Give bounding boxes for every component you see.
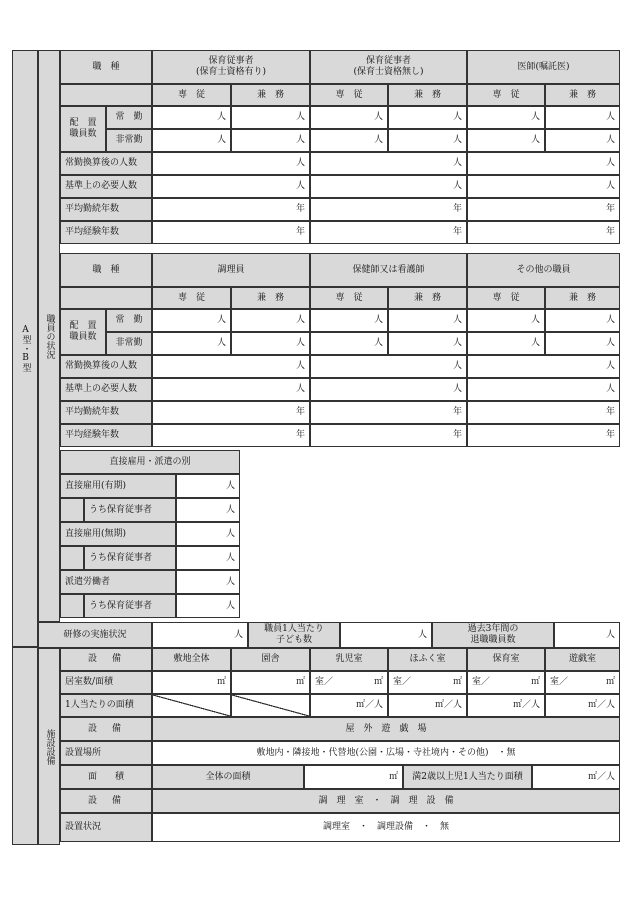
value-input[interactable] — [310, 424, 467, 447]
senju-header-text: 専 従 — [492, 292, 520, 303]
value-input-text: 人 — [605, 361, 615, 371]
senju-header — [152, 287, 231, 309]
value-input[interactable] — [310, 198, 467, 221]
senju-header — [310, 287, 388, 309]
setsubi-label — [60, 789, 152, 813]
per-child-label-text: 職員1人当たり 子ども数 — [264, 624, 324, 645]
total-area-label — [152, 765, 304, 789]
area-unit: ㎡ — [452, 677, 462, 687]
senju-header-text: 専 従 — [177, 292, 205, 303]
kenmu-header — [545, 287, 620, 309]
kenmu-header — [545, 84, 620, 106]
side-label-staff-status-text: 職員の状況 — [44, 313, 55, 359]
value-input-text: 人 — [452, 158, 462, 168]
area-unit: ㎡ — [295, 677, 305, 687]
employment-count-input[interactable] — [176, 522, 240, 546]
sub-label-text: うち保育従事者 — [89, 552, 153, 563]
job-type-col-text: その他の職員 — [516, 264, 571, 275]
kinzoku-label-text: 平均勤続年数 — [65, 407, 120, 417]
staff-count-input-text: 人 — [373, 338, 383, 348]
per-area-input-text: ㎡／人 — [587, 700, 615, 710]
staff-count-input[interactable] — [310, 309, 388, 332]
setsubi-label-text: 設 備 — [87, 795, 124, 806]
staff-count-input[interactable] — [467, 106, 545, 129]
staff-count-input-text: 人 — [216, 112, 226, 122]
kitchen-header-text: 調 理 室 ・ 調 理 設 備 — [318, 795, 454, 806]
retire-label-text: 過去3年間の 退職職員数 — [467, 624, 519, 645]
employment-label — [60, 570, 176, 594]
value-input-text: 年 — [295, 407, 305, 417]
setsubi-label-text: 設 備 — [87, 723, 124, 734]
value-input[interactable] — [310, 378, 467, 401]
per-area-input-text: ㎡／人 — [434, 700, 462, 710]
value-input-text: 人 — [605, 158, 615, 168]
area-unit: ㎡ — [216, 677, 226, 687]
facility-col-header-text: 遊戯室 — [568, 654, 596, 664]
staff-count-input[interactable] — [310, 129, 388, 152]
kenmu-header — [388, 287, 467, 309]
value-input[interactable] — [310, 152, 467, 175]
employment-count-input-text: 人 — [225, 528, 235, 539]
kansan-label — [60, 152, 152, 175]
side-label-facility-text: 施設設備 — [44, 728, 55, 765]
per-area-label — [60, 694, 152, 717]
staff-count-input-text: 人 — [216, 338, 226, 348]
jokin-label — [106, 309, 152, 332]
staff-count-input[interactable] — [467, 129, 545, 152]
staff-count-input[interactable] — [231, 309, 310, 332]
hijokin-label-text: 非常勤 — [115, 338, 143, 348]
kinzoku-label — [60, 401, 152, 424]
kenmu-header — [231, 84, 310, 106]
staff-count-input[interactable] — [388, 309, 467, 332]
location-options-text: 敷地内・隣接地・代替地(公園・広場・寺社境内・その他) ・無 — [256, 747, 516, 758]
kitchen-header — [152, 789, 620, 813]
employment-label — [60, 522, 176, 546]
side-label-ab-type-text: A型・B型 — [20, 325, 31, 372]
retire-input[interactable] — [554, 622, 620, 648]
staff-count-input-text: 人 — [605, 315, 615, 325]
room-count-unit: 室／ — [550, 677, 569, 687]
training-label — [38, 622, 152, 648]
value-input[interactable] — [152, 424, 310, 447]
outdoor-header-text: 屋 外 遊 戯 場 — [345, 723, 427, 734]
per-area-input[interactable] — [388, 694, 467, 717]
total-area-input-text: ㎡ — [388, 771, 398, 782]
value-input-text: 年 — [605, 430, 615, 440]
staff-count-input-text: 人 — [530, 338, 540, 348]
side-label-ab-type — [12, 50, 38, 647]
job-type-col-text: 保育従事者 (保育士資格有り) — [195, 56, 267, 77]
kansan-label-text: 常勤換算後の人数 — [65, 361, 138, 371]
value-input[interactable] — [152, 198, 310, 221]
staff-count-input[interactable] — [152, 309, 231, 332]
job-type-col — [467, 253, 620, 287]
room-count-unit: 室／ — [315, 677, 334, 687]
kenmu-header — [231, 287, 310, 309]
employment-count-input-text: 人 — [225, 600, 235, 611]
staff-count-input-text: 人 — [605, 135, 615, 145]
staff-count-input[interactable] — [545, 309, 620, 332]
room-area-input[interactable] — [231, 671, 310, 694]
value-input[interactable] — [310, 401, 467, 424]
value-input[interactable] — [467, 401, 620, 424]
value-input-text: 人 — [295, 384, 305, 394]
value-input-text: 人 — [452, 181, 462, 191]
sub-label-text: うち保育従事者 — [89, 600, 153, 611]
status-label — [60, 813, 152, 842]
per-area-input[interactable] — [545, 694, 620, 717]
job-type-col — [310, 50, 467, 84]
area-unit: ㎡ — [373, 677, 383, 687]
sub-header-blank — [60, 84, 152, 106]
area-label — [60, 765, 152, 789]
jokin-label-text: 常 勤 — [115, 315, 143, 325]
staff-count-input-text: 人 — [605, 112, 615, 122]
per-area-label-text: 1人当たりの面積 — [65, 700, 134, 710]
per-area-input[interactable] — [467, 694, 545, 717]
staff-count-input[interactable] — [152, 106, 231, 129]
area-unit: ㎡ — [530, 677, 540, 687]
staff-count-input-text: 人 — [373, 112, 383, 122]
setsubi-label-text: 設 備 — [87, 654, 124, 664]
value-input[interactable] — [467, 378, 620, 401]
status-label-text: 設置状況 — [65, 822, 102, 832]
employment-count-input-text: 人 — [225, 552, 235, 563]
kenmu-header-text: 兼 務 — [568, 292, 596, 303]
kenmu-header-text: 兼 務 — [413, 292, 441, 303]
retire-label — [432, 622, 554, 648]
setsubi-label — [60, 648, 152, 671]
keiken-label-text: 平均経験年数 — [65, 227, 120, 237]
per-area-input[interactable] — [310, 694, 388, 717]
kenmu-header — [388, 84, 467, 106]
staff-count-input-text: 人 — [530, 112, 540, 122]
side-label-facility — [38, 648, 60, 845]
hijokin-label-text: 非常勤 — [115, 135, 143, 145]
sub-label — [84, 594, 176, 618]
facility-col-header — [152, 648, 231, 671]
value-input[interactable] — [310, 221, 467, 244]
value-input[interactable] — [467, 355, 620, 378]
diagonal-blank — [152, 694, 231, 717]
jokin-label-text: 常 勤 — [115, 112, 143, 122]
kenmu-header-text: 兼 務 — [568, 89, 596, 100]
over2-area-label-text: 満2歳以上児1人当たり面積 — [412, 771, 523, 782]
value-input[interactable] — [152, 175, 310, 198]
employment-label — [60, 474, 176, 498]
staff-count-input[interactable] — [231, 106, 310, 129]
staff-count-input[interactable] — [545, 106, 620, 129]
sub-label — [84, 498, 176, 522]
location-label-text: 設置場所 — [65, 747, 102, 758]
total-area-input[interactable] — [304, 765, 403, 789]
value-input-text: 年 — [452, 407, 462, 417]
senju-header-text: 専 従 — [492, 89, 520, 100]
staff-count-input[interactable] — [388, 106, 467, 129]
sub-label-text: うち保育従事者 — [89, 504, 153, 515]
side-blank — [12, 647, 38, 845]
staff-count-input-text: 人 — [295, 135, 305, 145]
kenmu-header-text: 兼 務 — [256, 292, 284, 303]
haichi-label-text: 配 置 職員数 — [69, 118, 97, 139]
hitsuyo-label-text: 基準上の必要人数 — [65, 181, 138, 191]
staff-count-input-text: 人 — [452, 112, 462, 122]
value-input[interactable] — [467, 175, 620, 198]
room-area-input[interactable] — [310, 671, 388, 694]
status-options-text: 調理室 ・ 調理設備 ・ 無 — [322, 822, 449, 832]
per-area-input-text: ㎡／人 — [512, 700, 540, 710]
staff-count-input[interactable] — [152, 332, 231, 355]
keiken-label — [60, 424, 152, 447]
haichi-label-text: 配 置 職員数 — [69, 321, 97, 342]
senju-header-text: 専 従 — [335, 292, 363, 303]
employment-count-input-text: 人 — [225, 480, 235, 491]
senju-header — [152, 84, 231, 106]
facility-col-header-text: 園舎 — [261, 654, 280, 664]
employment-label-text: 直接雇用(有期) — [65, 480, 127, 491]
job-type-col-text: 医師(嘱託医) — [517, 61, 570, 72]
facility-col-header-text: 敷地全体 — [173, 654, 210, 664]
per-area-input-text: ㎡／人 — [355, 700, 383, 710]
employment-count-input[interactable] — [176, 594, 240, 618]
employment-label-text: 派遣労働者 — [65, 576, 111, 587]
room-area-input[interactable] — [545, 671, 620, 694]
senju-header — [310, 84, 388, 106]
staff-count-input[interactable] — [310, 332, 388, 355]
per-child-input[interactable] — [340, 622, 432, 648]
facility-col-header — [545, 648, 620, 671]
employment-count-input[interactable] — [176, 474, 240, 498]
senju-header-text: 専 従 — [335, 89, 363, 100]
kenmu-header-text: 兼 務 — [413, 89, 441, 100]
staff-count-input-text: 人 — [452, 338, 462, 348]
value-input-text: 年 — [605, 407, 615, 417]
senju-header — [467, 84, 545, 106]
job-type-col — [152, 50, 310, 84]
value-input[interactable] — [152, 355, 310, 378]
setsubi-label — [60, 717, 152, 741]
direct-header-text: 直接雇用・派遣の別 — [109, 456, 191, 467]
hijokin-label — [106, 129, 152, 152]
over2-area-label — [403, 765, 532, 789]
facility-col-header-text: 保育室 — [492, 654, 520, 664]
location-options[interactable] — [152, 741, 620, 765]
staff-count-input[interactable] — [388, 129, 467, 152]
value-input-text: 年 — [605, 204, 615, 214]
senju-header-text: 専 従 — [177, 89, 205, 100]
value-input[interactable] — [152, 221, 310, 244]
staff-count-input-text: 人 — [295, 315, 305, 325]
side-label-staff-status — [38, 50, 60, 622]
value-input-text: 年 — [605, 227, 615, 237]
kansan-label-text: 常勤換算後の人数 — [65, 158, 138, 168]
job-type-col — [152, 253, 310, 287]
value-input-text: 年 — [452, 204, 462, 214]
value-input-text: 年 — [452, 430, 462, 440]
hitsuyo-label-text: 基準上の必要人数 — [65, 384, 138, 394]
facility-col-header-text: ほふく室 — [409, 654, 446, 664]
outdoor-header — [152, 717, 620, 741]
staff-count-input-text: 人 — [373, 315, 383, 325]
job-type-col-text: 保健師又は看護師 — [352, 264, 425, 275]
job-type-label-text: 職 種 — [92, 264, 120, 275]
staff-count-input-text: 人 — [295, 338, 305, 348]
staff-count-input[interactable] — [467, 332, 545, 355]
staff-count-input-text: 人 — [373, 135, 383, 145]
area-label-text: 面 積 — [87, 771, 124, 782]
haichi-label — [60, 106, 106, 152]
value-input[interactable] — [467, 152, 620, 175]
value-input[interactable] — [467, 221, 620, 244]
value-input-text: 年 — [452, 227, 462, 237]
senju-header — [467, 287, 545, 309]
diagonal-blank — [231, 694, 310, 717]
room-area-input[interactable] — [388, 671, 467, 694]
sub-label — [84, 546, 176, 570]
room-count-unit: 室／ — [472, 677, 491, 687]
facility-col-header — [231, 648, 310, 671]
jokin-label — [106, 106, 152, 129]
training-count-input[interactable] — [152, 622, 248, 648]
value-input-text: 人 — [295, 158, 305, 168]
retire-input-text: 人 — [605, 629, 615, 640]
job-type-label — [60, 253, 152, 287]
value-input-text: 人 — [605, 384, 615, 394]
value-input-text: 人 — [605, 181, 615, 191]
staff-count-input[interactable] — [467, 309, 545, 332]
keiken-label — [60, 221, 152, 244]
location-label — [60, 741, 152, 765]
room-area-input[interactable] — [152, 671, 231, 694]
employment-count-input[interactable] — [176, 546, 240, 570]
direct-header — [60, 450, 240, 474]
job-type-label-text: 職 種 — [92, 61, 120, 72]
hijokin-label — [106, 332, 152, 355]
staff-count-input[interactable] — [231, 129, 310, 152]
staff-count-input-text: 人 — [452, 135, 462, 145]
staff-count-input-text: 人 — [216, 135, 226, 145]
value-input-text: 人 — [452, 361, 462, 371]
over2-area-input-text: ㎡／人 — [587, 771, 615, 782]
value-input[interactable] — [152, 152, 310, 175]
staff-count-input[interactable] — [545, 332, 620, 355]
room-count-unit: 室／ — [393, 677, 412, 687]
training-count-input-text: 人 — [233, 629, 243, 640]
hitsuyo-label — [60, 378, 152, 401]
training-label-text: 研修の実施状況 — [63, 629, 127, 640]
facility-col-header-text: 乳児室 — [335, 654, 363, 664]
indent-blank — [60, 546, 84, 570]
sub-header-blank — [60, 287, 152, 309]
employment-count-input-text: 人 — [225, 576, 235, 587]
facility-col-header — [310, 648, 388, 671]
total-area-label-text: 全体の面積 — [205, 771, 251, 782]
value-input[interactable] — [310, 355, 467, 378]
staff-count-input-text: 人 — [452, 315, 462, 325]
indent-blank — [60, 594, 84, 618]
value-input-text: 年 — [295, 430, 305, 440]
staff-count-input[interactable] — [310, 106, 388, 129]
staff-count-input[interactable] — [231, 332, 310, 355]
haichi-label — [60, 309, 106, 355]
facility-col-header — [467, 648, 545, 671]
employment-label-text: 直接雇用(無期) — [65, 528, 127, 539]
employment-count-input-text: 人 — [225, 504, 235, 515]
status-options[interactable] — [152, 813, 620, 842]
keiken-label-text: 平均経験年数 — [65, 430, 120, 440]
per-child-label — [248, 622, 340, 648]
employment-count-input[interactable] — [176, 570, 240, 594]
kinzoku-label — [60, 198, 152, 221]
staff-count-input-text: 人 — [530, 315, 540, 325]
job-type-label — [60, 50, 152, 84]
room-area-label — [60, 671, 152, 694]
staff-count-input[interactable] — [152, 129, 231, 152]
employment-count-input[interactable] — [176, 498, 240, 522]
value-input[interactable] — [310, 175, 467, 198]
staff-count-input-text: 人 — [216, 315, 226, 325]
hitsuyo-label — [60, 175, 152, 198]
staff-count-input-text: 人 — [530, 135, 540, 145]
staff-count-input-text: 人 — [605, 338, 615, 348]
value-input[interactable] — [152, 401, 310, 424]
kenmu-header-text: 兼 務 — [256, 89, 284, 100]
value-input-text: 人 — [452, 384, 462, 394]
value-input-text: 年 — [295, 227, 305, 237]
value-input-text: 人 — [295, 181, 305, 191]
value-input-text: 年 — [295, 204, 305, 214]
per-child-input-text: 人 — [417, 629, 427, 640]
staff-count-input[interactable] — [545, 129, 620, 152]
job-type-col — [310, 253, 467, 287]
job-type-col-text: 保育従事者 (保育士資格無し) — [353, 56, 424, 77]
job-type-col-text: 調理員 — [217, 264, 245, 275]
kansan-label — [60, 355, 152, 378]
room-area-label-text: 居室数/面積 — [65, 677, 114, 687]
kinzoku-label-text: 平均勤続年数 — [65, 204, 120, 214]
over2-area-input[interactable] — [532, 765, 620, 789]
staff-count-input-text: 人 — [295, 112, 305, 122]
area-unit: ㎡ — [605, 677, 615, 687]
room-area-input[interactable] — [467, 671, 545, 694]
value-input-text: 人 — [295, 361, 305, 371]
job-type-col — [467, 50, 620, 84]
staff-count-input[interactable] — [388, 332, 467, 355]
value-input[interactable] — [467, 424, 620, 447]
value-input[interactable] — [152, 378, 310, 401]
facility-col-header — [388, 648, 467, 671]
value-input[interactable] — [467, 198, 620, 221]
indent-blank — [60, 498, 84, 522]
